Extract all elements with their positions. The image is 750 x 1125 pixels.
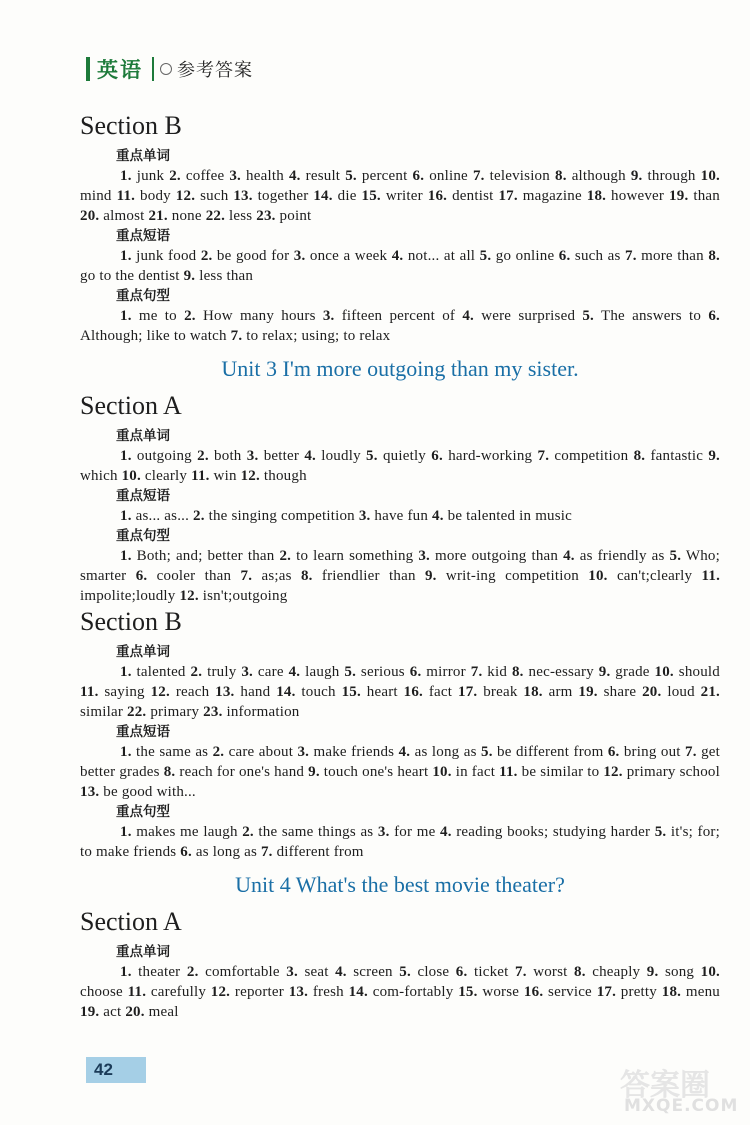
answer-number: 7.	[685, 744, 697, 760]
header-separator	[152, 57, 154, 81]
answer-text: which	[80, 468, 122, 484]
answer-text: impolite;loudly	[80, 588, 180, 604]
answer-text: fresh	[308, 984, 349, 1000]
answer-text: Although; like to watch	[80, 328, 231, 344]
answer-number: 8.	[555, 168, 567, 184]
answer-number: 1.	[120, 248, 132, 264]
answer-number: 6.	[135, 568, 148, 584]
answer-number: 1.	[120, 964, 132, 980]
answer-text: for me	[389, 824, 440, 840]
answer-number: 3.	[286, 964, 298, 980]
answer-number: 3.	[246, 448, 259, 464]
answer-number: 3.	[377, 824, 390, 840]
answer-text: can't;clearly	[607, 568, 702, 584]
answer-number: 12.	[179, 588, 199, 604]
answer-number: 4.	[440, 824, 452, 840]
answer-number: 7.	[537, 448, 550, 464]
answer-text: reporter	[230, 984, 289, 1000]
answer-text: ticket	[467, 964, 516, 980]
answer-text: saying	[98, 684, 151, 700]
answer-text: coffee	[180, 168, 230, 184]
answer-text: care	[253, 664, 289, 680]
answer-text: fact	[423, 684, 458, 700]
answer-text: kid	[482, 664, 512, 680]
vocab-heading: 重点单词	[116, 148, 170, 164]
answer-number: 4.	[398, 744, 411, 760]
vocab-answers	[80, 662, 720, 722]
answer-text: go to the dentist	[80, 268, 184, 284]
answer-number: 12.	[210, 984, 231, 1000]
answer-number: 13.	[233, 188, 253, 204]
answer-text: junk	[131, 168, 170, 184]
answer-text: information	[222, 704, 300, 720]
answer-number: 1.	[120, 824, 132, 840]
answer-text: similar	[80, 704, 128, 720]
answer-number: 23.	[256, 208, 276, 224]
answer-number: 3.	[322, 308, 335, 324]
answer-number: 5.	[479, 248, 492, 264]
answer-text: Who; smarter	[80, 548, 720, 584]
answer-text: die	[332, 188, 362, 204]
answer-text: less	[225, 208, 257, 224]
answer-number: 7.	[260, 844, 273, 860]
answer-text: better	[258, 448, 305, 464]
answer-text: as friendly as	[574, 548, 670, 564]
answer-text: in fact	[451, 764, 500, 780]
answer-number: 11.	[80, 684, 99, 700]
sentence-answers	[80, 306, 720, 346]
answer-number: 2.	[186, 964, 199, 980]
answer-text: once a week	[305, 248, 392, 264]
answer-text: Both; and; better than	[131, 548, 280, 564]
answer-number: 16.	[403, 684, 423, 700]
answer-number: 2.	[279, 548, 292, 564]
answer-number: 22.	[127, 704, 147, 720]
header-subject: 英语	[97, 58, 143, 82]
answer-number: 9.	[708, 448, 721, 464]
answer-text: loudly	[315, 448, 367, 464]
answer-text: through	[642, 168, 701, 184]
answer-number: 2.	[197, 448, 209, 464]
answer-text: me to	[131, 308, 185, 324]
answer-number: 7.	[230, 328, 243, 344]
answer-number: 13.	[215, 684, 235, 700]
answer-text: touch	[295, 684, 342, 700]
answer-text: have fun	[370, 508, 433, 524]
answer-number: 3.	[229, 168, 242, 184]
header-bar	[86, 57, 90, 81]
answer-text: as;as	[252, 568, 301, 584]
answer-text: pretty	[616, 984, 662, 1000]
answer-text: nec-essary	[523, 664, 599, 680]
answer-number: 14.	[276, 684, 296, 700]
answer-text: win	[209, 468, 241, 484]
answer-text: different from	[272, 844, 364, 860]
answer-text: hard-working	[442, 448, 538, 464]
vocab-answers	[80, 446, 720, 486]
answer-number: 5.	[669, 548, 682, 564]
page-header	[86, 54, 253, 84]
answer-number: 1.	[120, 664, 132, 680]
answer-text: quietly	[377, 448, 432, 464]
answer-number: 18.	[586, 188, 607, 204]
answer-text: such as	[570, 248, 626, 264]
answer-number: 3.	[358, 508, 371, 524]
answer-text: fifteen percent of	[334, 308, 463, 324]
phrases-heading: 重点短语	[116, 488, 170, 504]
answer-number: 14.	[313, 188, 333, 204]
vocab-heading: 重点单词	[116, 428, 170, 444]
answer-number: 4.	[432, 508, 444, 524]
answer-text: bring out	[619, 744, 686, 760]
answer-number: 12.	[603, 764, 623, 780]
answer-text: primary school	[622, 764, 720, 780]
section-title: Section B	[80, 111, 182, 140]
answer-number: 12.	[150, 684, 170, 700]
answer-text: get better grades	[80, 744, 721, 780]
answer-number: 11.	[499, 764, 518, 780]
sentence-answers	[80, 822, 720, 862]
sentence-answers	[80, 546, 720, 606]
answer-text: grade	[610, 664, 655, 680]
answer-number: 6.	[558, 248, 571, 264]
answer-text: cooler than	[147, 568, 241, 584]
answer-text: outgoing	[131, 448, 198, 464]
vocab-heading: 重点单词	[116, 644, 170, 660]
answer-text: carefully	[146, 984, 211, 1000]
answer-number: 4.	[391, 248, 404, 264]
answer-number: 12.	[240, 468, 260, 484]
circle-icon	[160, 63, 172, 75]
answer-number: 11.	[116, 188, 136, 204]
vocab-answers	[80, 166, 720, 226]
answer-number: 1.	[120, 508, 132, 524]
answer-text: than	[688, 188, 720, 204]
phrase-answers	[80, 506, 720, 526]
answer-text: to learn something	[291, 548, 419, 564]
unit-title: Unit 3 I'm more outgoing than my sister.	[221, 356, 579, 381]
answer-text: such	[195, 188, 234, 204]
answer-number: 3.	[241, 664, 253, 680]
answer-number: 7.	[625, 248, 637, 264]
sentences-heading: 重点句型	[116, 804, 170, 820]
answer-number: 1.	[120, 168, 132, 184]
answer-text: close	[410, 964, 456, 980]
answer-text: junk food	[131, 248, 201, 264]
answer-number: 10.	[588, 568, 608, 584]
answer-text: magazine	[517, 188, 587, 204]
answer-number: 17.	[596, 984, 617, 1000]
answer-number: 6.	[412, 168, 425, 184]
answer-text: the singing competition	[204, 508, 359, 524]
answer-text: although	[566, 168, 631, 184]
answer-number: 8.	[300, 568, 313, 584]
answer-number: 4.	[563, 548, 575, 564]
answer-text: it's; for; to make friends	[80, 824, 720, 860]
answer-text: be different from	[492, 744, 608, 760]
answer-number: 5.	[654, 824, 667, 840]
answer-number: 6.	[708, 308, 720, 324]
answer-content	[80, 110, 720, 1022]
vocab-answers	[80, 962, 720, 1022]
page-number-tab	[86, 1057, 146, 1083]
answer-text: the same as	[131, 744, 213, 760]
answer-text: be good for	[212, 248, 294, 264]
answer-number: 3.	[293, 248, 306, 264]
answer-text: serious	[356, 664, 410, 680]
answer-text: reading books; studying harder	[451, 824, 655, 840]
answer-text: as long as	[191, 844, 261, 860]
answer-number: 20.	[642, 684, 662, 700]
answer-text: be similar to	[517, 764, 604, 780]
answer-text: not... at all	[403, 248, 480, 264]
answer-number: 11.	[701, 568, 721, 584]
answer-number: 9.	[424, 568, 437, 584]
answer-text: more outgoing than	[430, 548, 564, 564]
answer-number: 18.	[523, 684, 543, 700]
answer-number: 2.	[193, 508, 205, 524]
answer-number: 22.	[205, 208, 226, 224]
answer-number: 6.	[431, 448, 443, 464]
answer-text: worst	[526, 964, 575, 980]
answer-text: reach	[169, 684, 216, 700]
unit-title: Unit 4 What's the best movie theater?	[235, 872, 565, 897]
answer-number: 5.	[582, 308, 595, 324]
answer-text: together	[252, 188, 314, 204]
answer-text: be good with...	[99, 784, 196, 800]
answer-text: almost	[99, 208, 149, 224]
answer-number: 12.	[175, 188, 196, 204]
answer-number: 10.	[121, 468, 141, 484]
answer-text: body	[135, 188, 176, 204]
answer-text: percent	[356, 168, 413, 184]
answer-number: 5.	[344, 664, 357, 680]
section-title: Section A	[80, 391, 182, 420]
answer-text: mirror	[421, 664, 471, 680]
answer-text: menu	[681, 984, 721, 1000]
answer-number: 1.	[120, 448, 132, 464]
answer-number: 19.	[80, 1004, 100, 1020]
answer-text: break	[477, 684, 524, 700]
answer-text: should	[673, 664, 721, 680]
answer-number: 21.	[700, 684, 721, 700]
answer-number: 19.	[578, 684, 598, 700]
answer-number: 10.	[700, 964, 720, 980]
answer-number: 10.	[654, 664, 674, 680]
answer-text: hand	[234, 684, 277, 700]
answer-number: 2.	[200, 248, 213, 264]
answer-text: to relax; using; to relax	[242, 328, 391, 344]
answer-text: friendlier than	[312, 568, 425, 584]
answer-number: 1.	[120, 744, 132, 760]
answer-text: heart	[360, 684, 404, 700]
answer-number: 1.	[120, 308, 132, 324]
answer-number: 10.	[700, 168, 721, 184]
answer-number: 17.	[458, 684, 478, 700]
watermark	[620, 1060, 745, 1120]
answer-number: 2.	[184, 308, 196, 324]
answer-number: 6.	[607, 744, 620, 760]
answer-text: comfortable	[198, 964, 287, 980]
answer-text: both	[208, 448, 247, 464]
answer-number: 15.	[341, 684, 361, 700]
answer-number: 13.	[288, 984, 309, 1000]
sentences-heading: 重点句型	[116, 288, 170, 304]
answer-text: cheaply	[585, 964, 647, 980]
answer-text: mind	[80, 188, 117, 204]
answer-text: as... as...	[131, 508, 193, 524]
answer-text: arm	[542, 684, 579, 700]
phrases-heading: 重点短语	[116, 228, 170, 244]
answer-text: truly	[202, 664, 242, 680]
answer-number: 16.	[523, 984, 544, 1000]
answer-number: 3.	[418, 548, 430, 564]
answer-number: 2.	[212, 744, 225, 760]
answer-text: theater	[131, 964, 187, 980]
section-title: Section B	[80, 607, 182, 636]
answer-text: clearly	[140, 468, 192, 484]
answer-text: service	[543, 984, 597, 1000]
answer-number: 13.	[80, 784, 100, 800]
answer-text: screen	[346, 964, 400, 980]
answer-number: 2.	[190, 664, 203, 680]
answer-number: 8.	[574, 964, 586, 980]
answer-text: com-fortably	[367, 984, 459, 1000]
answer-number: 10.	[432, 764, 452, 780]
answer-text: worse	[477, 984, 524, 1000]
answer-number: 9.	[308, 764, 320, 780]
answer-number: 6.	[455, 964, 468, 980]
answer-text: writ-ing competition	[436, 568, 589, 584]
answer-text: care about	[224, 744, 298, 760]
answer-number: 11.	[191, 468, 210, 484]
answer-text: less than	[195, 268, 254, 284]
answer-text: competition	[549, 448, 634, 464]
answer-text: television	[484, 168, 555, 184]
answer-number: 19.	[669, 188, 689, 204]
answer-number: 7.	[240, 568, 253, 584]
answer-number: 8.	[633, 448, 646, 464]
answer-text: talented	[131, 664, 191, 680]
answer-number: 20.	[80, 208, 100, 224]
answer-number: 15.	[458, 984, 478, 1000]
vocab-heading: 重点单词	[116, 944, 170, 960]
phrase-answers	[80, 742, 720, 802]
answer-number: 7.	[470, 664, 483, 680]
answer-text: writer	[380, 188, 428, 204]
answer-text: touch one's heart	[319, 764, 433, 780]
answer-number: 7.	[472, 168, 485, 184]
answer-number: 4.	[304, 448, 316, 464]
answer-number: 6.	[180, 844, 192, 860]
answer-text: though	[259, 468, 307, 484]
answer-number: 9.	[630, 168, 643, 184]
answer-number: 8.	[511, 664, 524, 680]
answer-number: 4.	[288, 664, 301, 680]
answer-number: 17.	[498, 188, 518, 204]
answer-number: 9.	[598, 664, 611, 680]
answer-text: seat	[297, 964, 336, 980]
answer-text: act	[99, 1004, 126, 1020]
answer-text: online	[424, 168, 473, 184]
answer-text: share	[597, 684, 643, 700]
answer-text: choose	[80, 984, 128, 1000]
answer-text: were surprised	[473, 308, 583, 324]
answer-number: 6.	[409, 664, 422, 680]
answer-text: meal	[144, 1004, 179, 1020]
phrases-heading: 重点短语	[116, 724, 170, 740]
answer-text: makes me laugh	[131, 824, 243, 840]
answer-number: 15.	[361, 188, 381, 204]
answer-number: 8.	[163, 764, 176, 780]
answer-text: primary	[146, 704, 204, 720]
answer-text: the same things as	[253, 824, 378, 840]
answer-text: more than	[636, 248, 709, 264]
watermark-logo: 答案圈	[620, 1068, 710, 1103]
answer-number: 4.	[335, 964, 347, 980]
answer-number: 5.	[366, 448, 378, 464]
answer-number: 21.	[148, 208, 168, 224]
section-title: Section A	[80, 907, 182, 936]
answer-text: fantastic	[645, 448, 709, 464]
phrase-answers	[80, 246, 720, 286]
answer-text: however	[606, 188, 670, 204]
answer-text: result	[300, 168, 346, 184]
answer-text: as long as	[410, 744, 481, 760]
answer-number: 7.	[515, 964, 527, 980]
answer-number: 2.	[242, 824, 254, 840]
answer-text: How many hours	[195, 308, 323, 324]
answer-number: 5.	[399, 964, 411, 980]
header-title: 参考答案	[177, 60, 253, 81]
page-number: 42	[94, 1060, 113, 1079]
answer-number: 2.	[169, 168, 181, 184]
answer-text: none	[167, 208, 206, 224]
answer-number: 3.	[297, 744, 310, 760]
answer-number: 1.	[120, 548, 132, 564]
answer-text: laugh	[300, 664, 345, 680]
answer-text: dentist	[447, 188, 499, 204]
answer-text: go online	[491, 248, 559, 264]
answer-number: 14.	[348, 984, 368, 1000]
sentences-heading: 重点句型	[116, 528, 170, 544]
answer-number: 4.	[462, 308, 474, 324]
answer-text: make friends	[309, 744, 399, 760]
answer-number: 16.	[427, 188, 448, 204]
answer-text: song	[658, 964, 701, 980]
answer-text: be talented in music	[443, 508, 573, 524]
answer-number: 5.	[481, 744, 493, 760]
answer-text: reach for one's hand	[175, 764, 309, 780]
answer-number: 20.	[125, 1004, 145, 1020]
answer-number: 9.	[646, 964, 659, 980]
answer-number: 11.	[127, 984, 147, 1000]
answer-text: isn't;outgoing	[198, 588, 288, 604]
watermark-url: MXQE.COM	[624, 1096, 739, 1116]
answer-number: 23.	[203, 704, 223, 720]
answer-text: health	[241, 168, 289, 184]
answer-number: 8.	[708, 248, 720, 264]
answer-text: loud	[661, 684, 701, 700]
answer-number: 4.	[288, 168, 301, 184]
answer-number: 5.	[345, 168, 357, 184]
answer-text: point	[275, 208, 312, 224]
answer-text: The answers to	[594, 308, 709, 324]
answer-number: 9.	[183, 268, 196, 284]
answer-number: 18.	[661, 984, 682, 1000]
